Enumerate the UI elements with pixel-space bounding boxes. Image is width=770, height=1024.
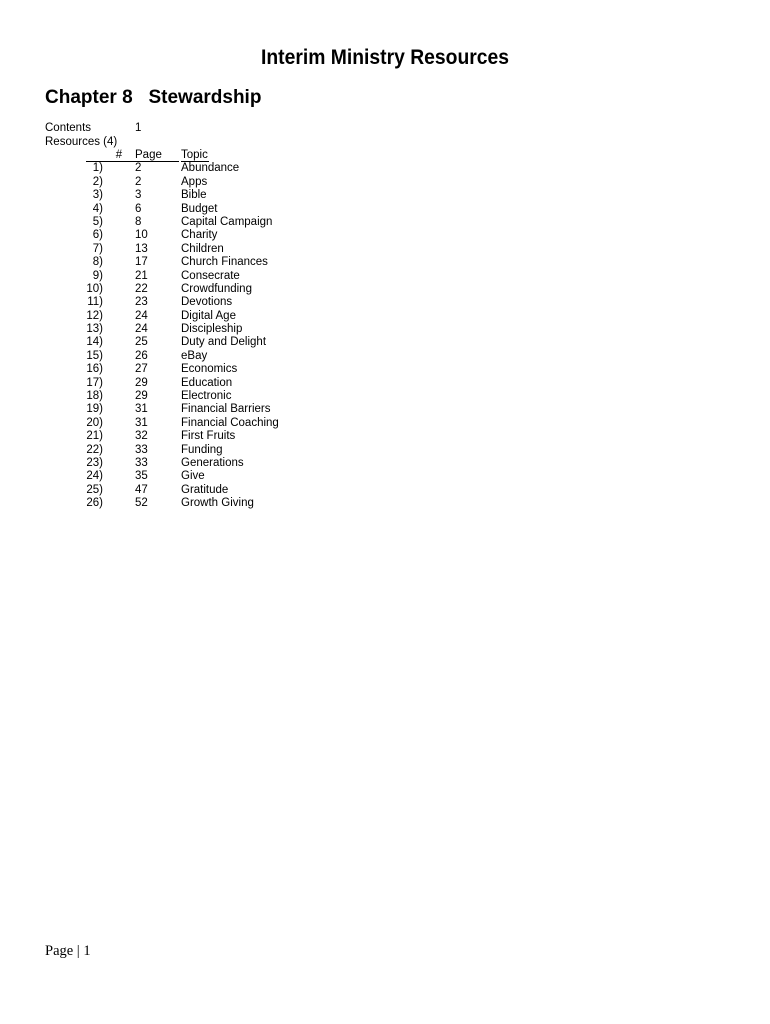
- toc-row-page: 27: [135, 363, 148, 376]
- toc-row-num: 2): [92, 175, 103, 188]
- meta-label: Contents: [45, 122, 92, 134]
- toc-row-page: 21: [135, 269, 148, 282]
- toc-row-num: 19): [86, 403, 103, 416]
- toc-row-page: 24: [135, 309, 148, 322]
- toc-row-num: 6): [92, 229, 103, 242]
- toc-row-num: 16): [86, 363, 103, 376]
- toc-row: [45, 444, 345, 457]
- toc-row-topic: Funding: [181, 443, 223, 456]
- toc-row-topic: Digital Age: [181, 309, 236, 322]
- toc-row-topic: Financial Coaching: [181, 416, 279, 429]
- toc-header-page: Page: [135, 149, 179, 162]
- toc-row-num: 17): [86, 376, 103, 389]
- toc-row-num: 9): [92, 269, 103, 282]
- toc-row-page: 33: [135, 443, 148, 456]
- toc-row-num: 1): [92, 162, 103, 175]
- toc-row-page: 8: [135, 215, 142, 228]
- toc-row: [45, 336, 345, 349]
- toc-row-page: 32: [135, 430, 148, 443]
- toc-row-num: 8): [92, 256, 103, 269]
- toc-row-num: 4): [92, 202, 103, 215]
- meta-label: Resources (4): [45, 135, 118, 148]
- toc-row-topic: eBay: [181, 349, 208, 362]
- toc-row-page: 33: [135, 456, 148, 469]
- toc-row-topic: Consecrate: [181, 269, 240, 282]
- toc-row: [45, 296, 345, 309]
- toc-row-num: 21): [86, 430, 103, 443]
- toc-row: [45, 256, 345, 269]
- toc-row-page: 24: [135, 323, 148, 336]
- toc-row-topic: Duty and Delight: [181, 336, 267, 349]
- toc-row-page: 26: [135, 349, 148, 362]
- toc-row: [45, 203, 345, 216]
- toc-row-page: 3: [135, 189, 142, 202]
- toc-row-page: 23: [135, 296, 148, 309]
- meta-value: 1: [135, 122, 142, 134]
- toc-row-page: 10: [135, 229, 148, 242]
- chapter-heading: Chapter 8 Stewardship: [45, 87, 262, 108]
- toc-row-page: 52: [135, 497, 148, 510]
- toc-row: [45, 457, 345, 470]
- toc-row-page: 17: [135, 256, 148, 269]
- toc-row-topic: First Fruits: [181, 430, 236, 443]
- toc-row-topic: Growth Giving: [181, 497, 254, 510]
- toc-row: [45, 176, 345, 189]
- toc-row-num: 25): [86, 483, 103, 496]
- toc-row-num: 5): [92, 215, 103, 228]
- toc-row-page: 6: [135, 202, 142, 215]
- toc-row-num: 24): [86, 470, 103, 483]
- toc-row-topic: Electronic: [181, 390, 232, 403]
- toc-row: [45, 497, 345, 510]
- toc-row-page: 29: [135, 390, 148, 403]
- toc-row-page: 31: [135, 403, 148, 416]
- toc-row-num: 18): [86, 390, 103, 403]
- toc-row: [45, 283, 345, 296]
- toc-row: [45, 350, 345, 363]
- toc-row-num: 12): [86, 309, 103, 322]
- toc-row-topic: Church Finances: [181, 256, 268, 269]
- toc-row-page: 47: [135, 483, 148, 496]
- toc-row: [45, 243, 345, 256]
- toc-row: [45, 270, 345, 283]
- toc-row: [45, 189, 345, 202]
- toc-row-num: 11): [87, 296, 103, 309]
- toc-row-num: 20): [86, 416, 103, 429]
- toc-row: [45, 229, 345, 242]
- toc-header-row: [45, 149, 345, 162]
- toc-row: [45, 216, 345, 229]
- toc-row-topic: Gratitude: [181, 483, 229, 496]
- toc-row-page: 2: [135, 162, 142, 175]
- toc-header-num: #: [86, 149, 152, 162]
- toc-row-topic: Devotions: [181, 296, 233, 309]
- toc-row-num: 3): [92, 189, 103, 202]
- toc-row-page: 25: [135, 336, 148, 349]
- toc-row-page: 22: [135, 282, 148, 295]
- toc-row: [45, 484, 345, 497]
- toc-row-num: 23): [86, 456, 103, 469]
- toc-row-topic: Economics: [181, 363, 238, 376]
- toc-row-topic: Abundance: [181, 162, 240, 175]
- toc-row-topic: Financial Barriers: [181, 403, 271, 416]
- toc-row-page: 29: [135, 376, 148, 389]
- toc-row-topic: Charity: [181, 229, 218, 242]
- page-footer: Page | 1: [45, 943, 91, 959]
- toc-row: [45, 323, 345, 336]
- toc-row-topic: Budget: [181, 202, 218, 215]
- toc-row: [45, 162, 345, 175]
- toc-row-num: 10): [86, 282, 103, 295]
- toc-row-topic: Children: [181, 242, 224, 255]
- toc-header-topic: Topic: [181, 149, 208, 161]
- toc-row-topic: Crowdfunding: [181, 282, 252, 295]
- toc-row-num: 26): [86, 497, 103, 510]
- toc-row: [45, 430, 345, 443]
- toc-row-topic: Bible: [181, 189, 207, 202]
- toc-row-topic: Generations: [181, 456, 244, 469]
- toc-row-page: 13: [135, 242, 148, 255]
- toc-row-topic: Capital Campaign: [181, 215, 273, 228]
- toc-row-num: 7): [92, 242, 103, 255]
- toc-row: [45, 310, 345, 323]
- toc-row: [45, 363, 345, 376]
- toc-row-topic: Education: [181, 376, 233, 389]
- toc-row: [45, 377, 345, 390]
- toc-row-topic: Give: [181, 470, 205, 483]
- toc-row-page: 2: [135, 175, 142, 188]
- toc-table: [45, 149, 345, 511]
- toc-row-topic: Discipleship: [181, 323, 243, 336]
- toc-row-num: 14): [86, 336, 103, 349]
- toc-row-num: 13): [86, 323, 103, 336]
- document-title: Interim Ministry Resources: [260, 46, 510, 69]
- toc-row: [45, 403, 345, 416]
- toc-row: [45, 417, 345, 430]
- toc-row-topic: Apps: [181, 175, 208, 188]
- toc-row: [45, 390, 345, 403]
- toc-row-page: 35: [135, 470, 148, 483]
- toc-row-num: 15): [86, 349, 103, 362]
- toc-row-num: 22): [86, 443, 103, 456]
- toc-row-page: 31: [135, 416, 148, 429]
- toc-row: [45, 470, 345, 483]
